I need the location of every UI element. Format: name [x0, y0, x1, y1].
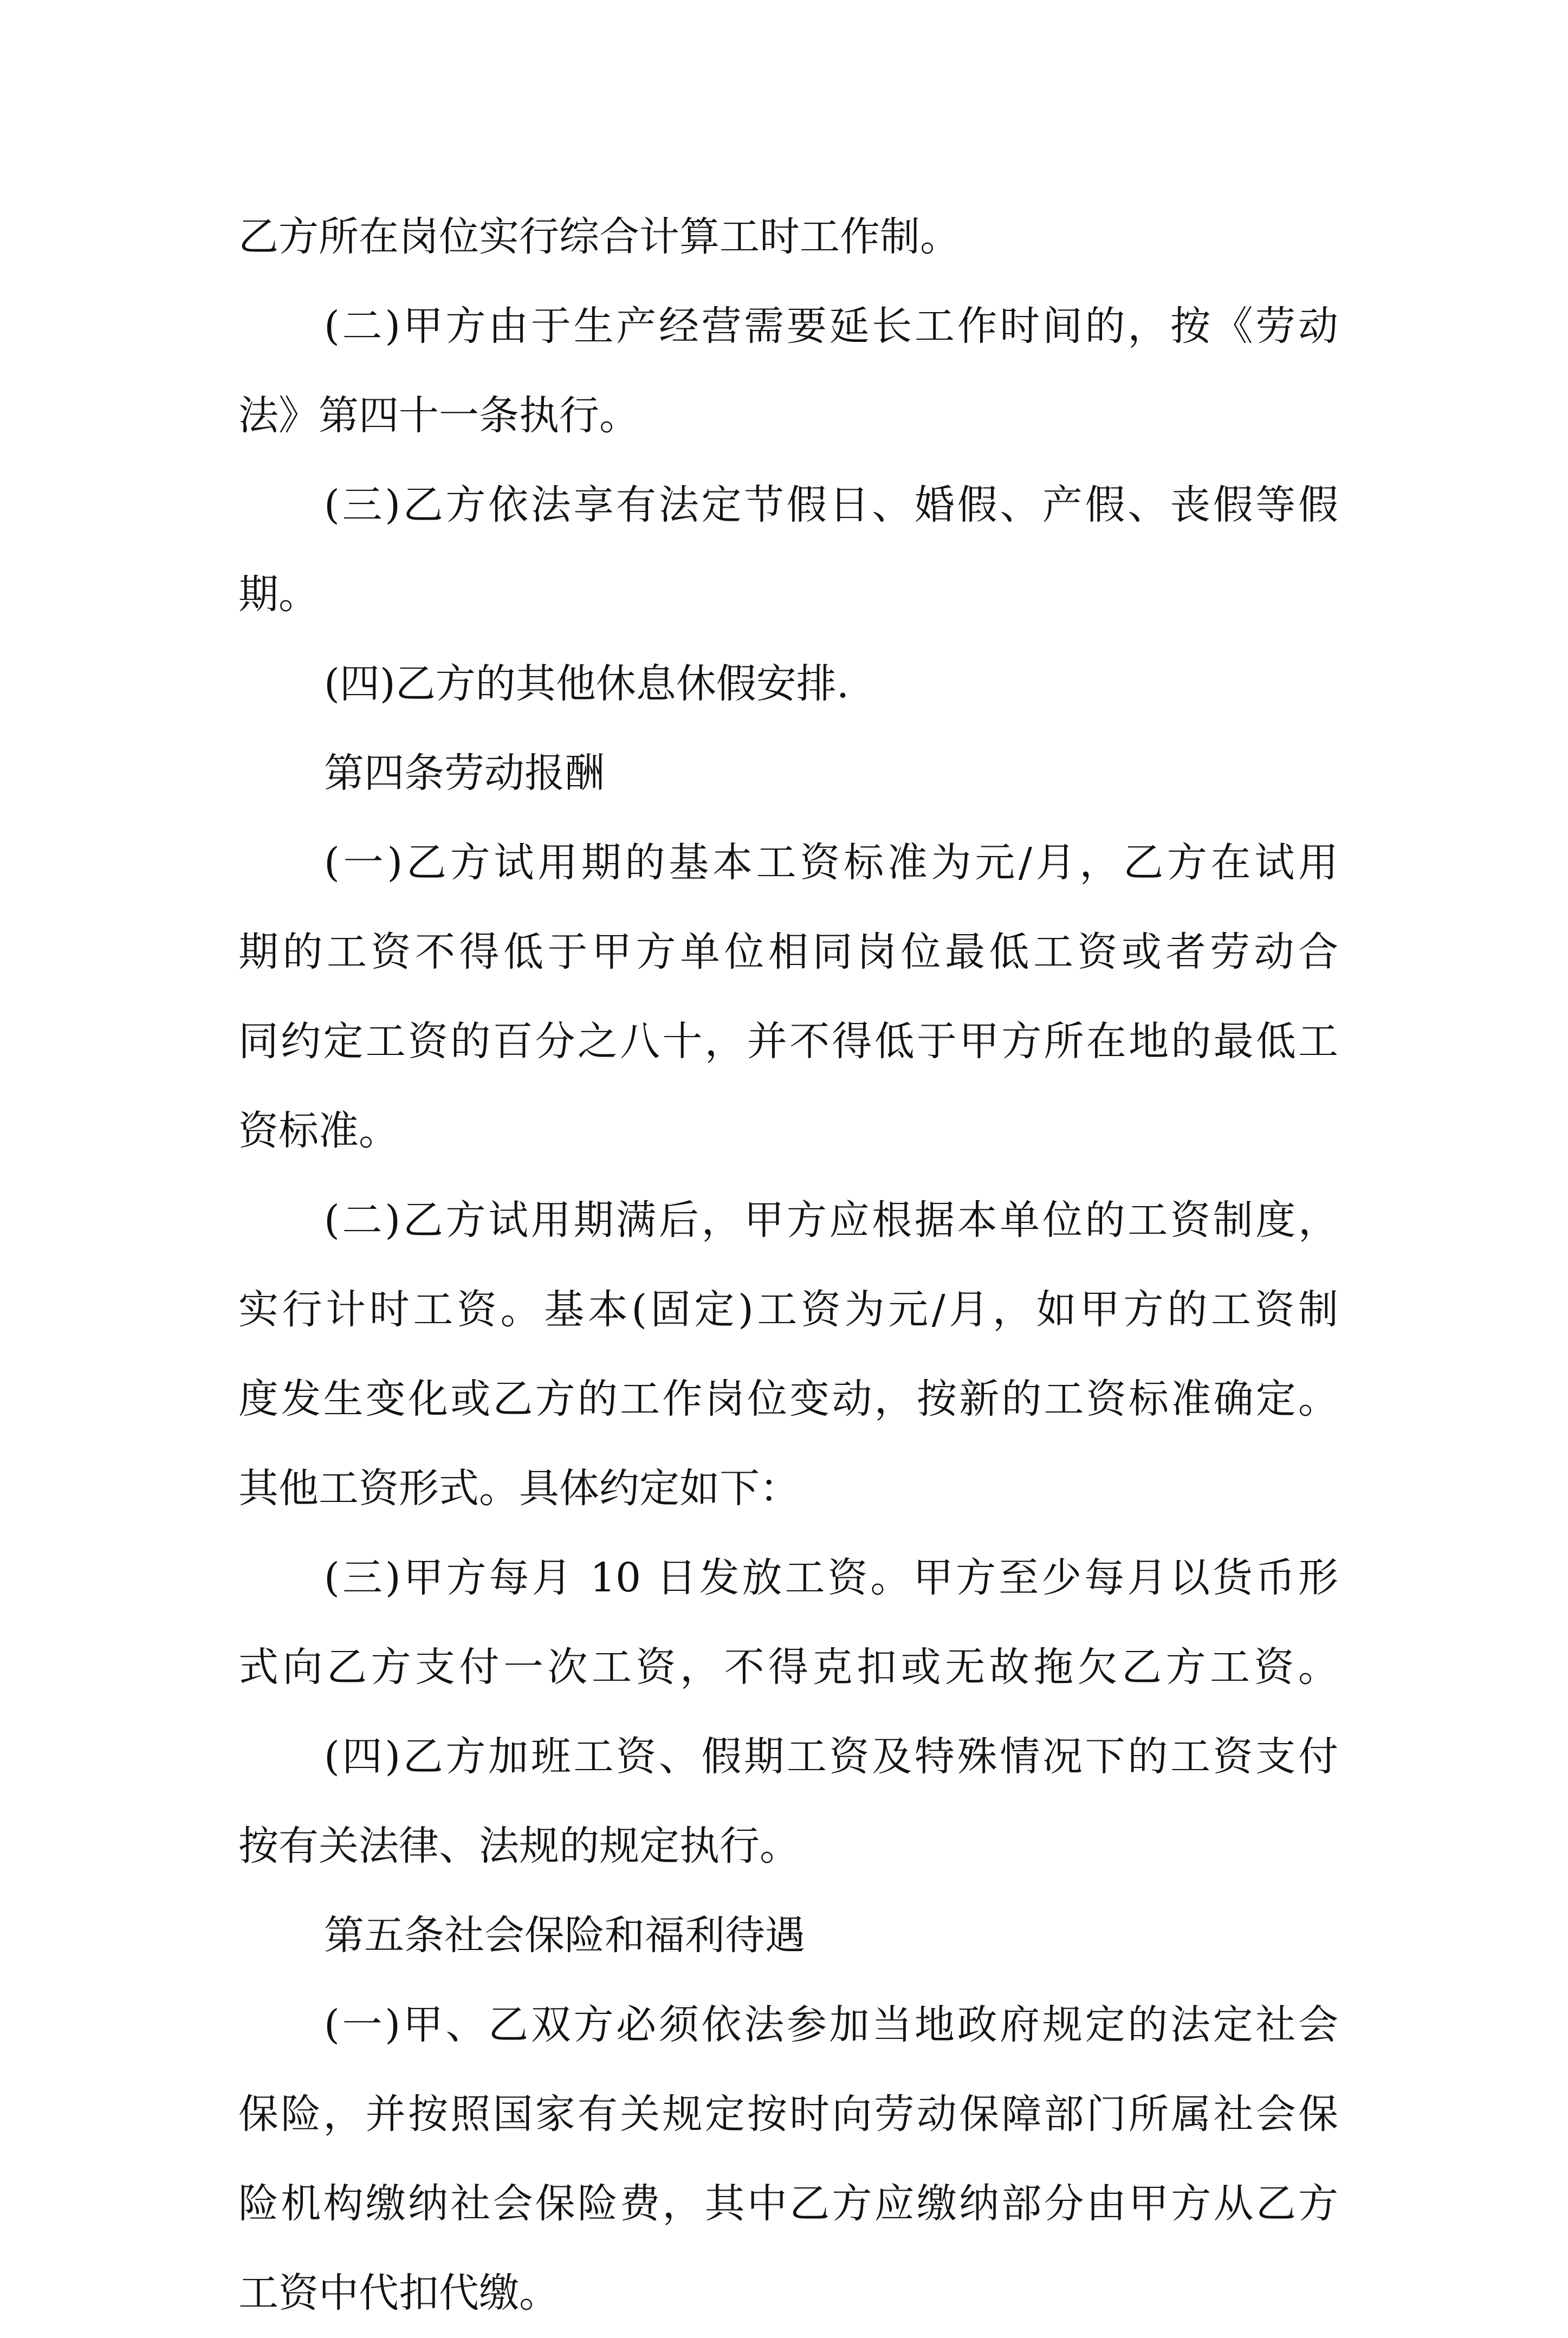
text-line: 按有关法律、法规的规定执行。: [238, 1823, 800, 1869]
text-line: 资标准。: [238, 1108, 399, 1154]
text-line: (二)甲方由于生产经营需要延长工作时间的，按《劳动: [324, 303, 1338, 349]
document-body: [238, 192, 1338, 2338]
section-heading: 第五条社会保险和福利待遇: [324, 1912, 805, 1959]
text-line: (三)乙方依法享有法定节假日、婚假、产假、丧假等假: [324, 482, 1338, 528]
text-line: 度发生变化或乙方的工作岗位变动，按新的工资标准确定。: [238, 1376, 1338, 1422]
text-line: 期的工资不得低于甲方单位相同岗位最低工资或者劳动合: [238, 929, 1338, 975]
text-line: 实行计时工资。基本(固定)工资为元/月，如甲方的工资制: [238, 1286, 1338, 1333]
text-line: (二)乙方试用期满后，甲方应根据本单位的工资制度，: [324, 1197, 1338, 1244]
text-line: 险机构缴纳社会保险费，其中乙方应缴纳部分由甲方从乙方: [238, 2180, 1338, 2227]
text-line: 法》第四十一条执行。: [238, 392, 639, 439]
text-line: (四)乙方的其他休息休假安排.: [324, 660, 850, 707]
text-line: (一)乙方试用期的基本工资标准为元/月，乙方在试用: [324, 839, 1338, 886]
text-line: (三)甲方每月 10 日发放工资。甲方至少每月以货币形: [324, 1555, 1338, 1601]
section-heading: 第四条劳动报酬: [324, 750, 605, 796]
text-line: (四)乙方加班工资、假期工资及特殊情况下的工资支付: [324, 1733, 1338, 1780]
text-line: (一)甲、乙双方必须依法参加当地政府规定的法定社会: [324, 2002, 1338, 2048]
text-line: 同约定工资的百分之八十，并不得低于甲方所在地的最低工: [238, 1018, 1338, 1065]
text-line: 期。: [238, 571, 319, 618]
text-line: 其他工资形式。具体约定如下：: [238, 1465, 800, 1512]
text-line: 乙方所在岗位实行综合计算工时工作制。: [238, 213, 960, 260]
text-line: 式向乙方支付一次工资，不得克扣或无故拖欠乙方工资。: [238, 1644, 1338, 1691]
text-line: 工资中代扣代缴。: [238, 2270, 559, 2316]
text-line: 保险，并按照国家有关规定按时向劳动保障部门所属社会保: [238, 2091, 1338, 2138]
